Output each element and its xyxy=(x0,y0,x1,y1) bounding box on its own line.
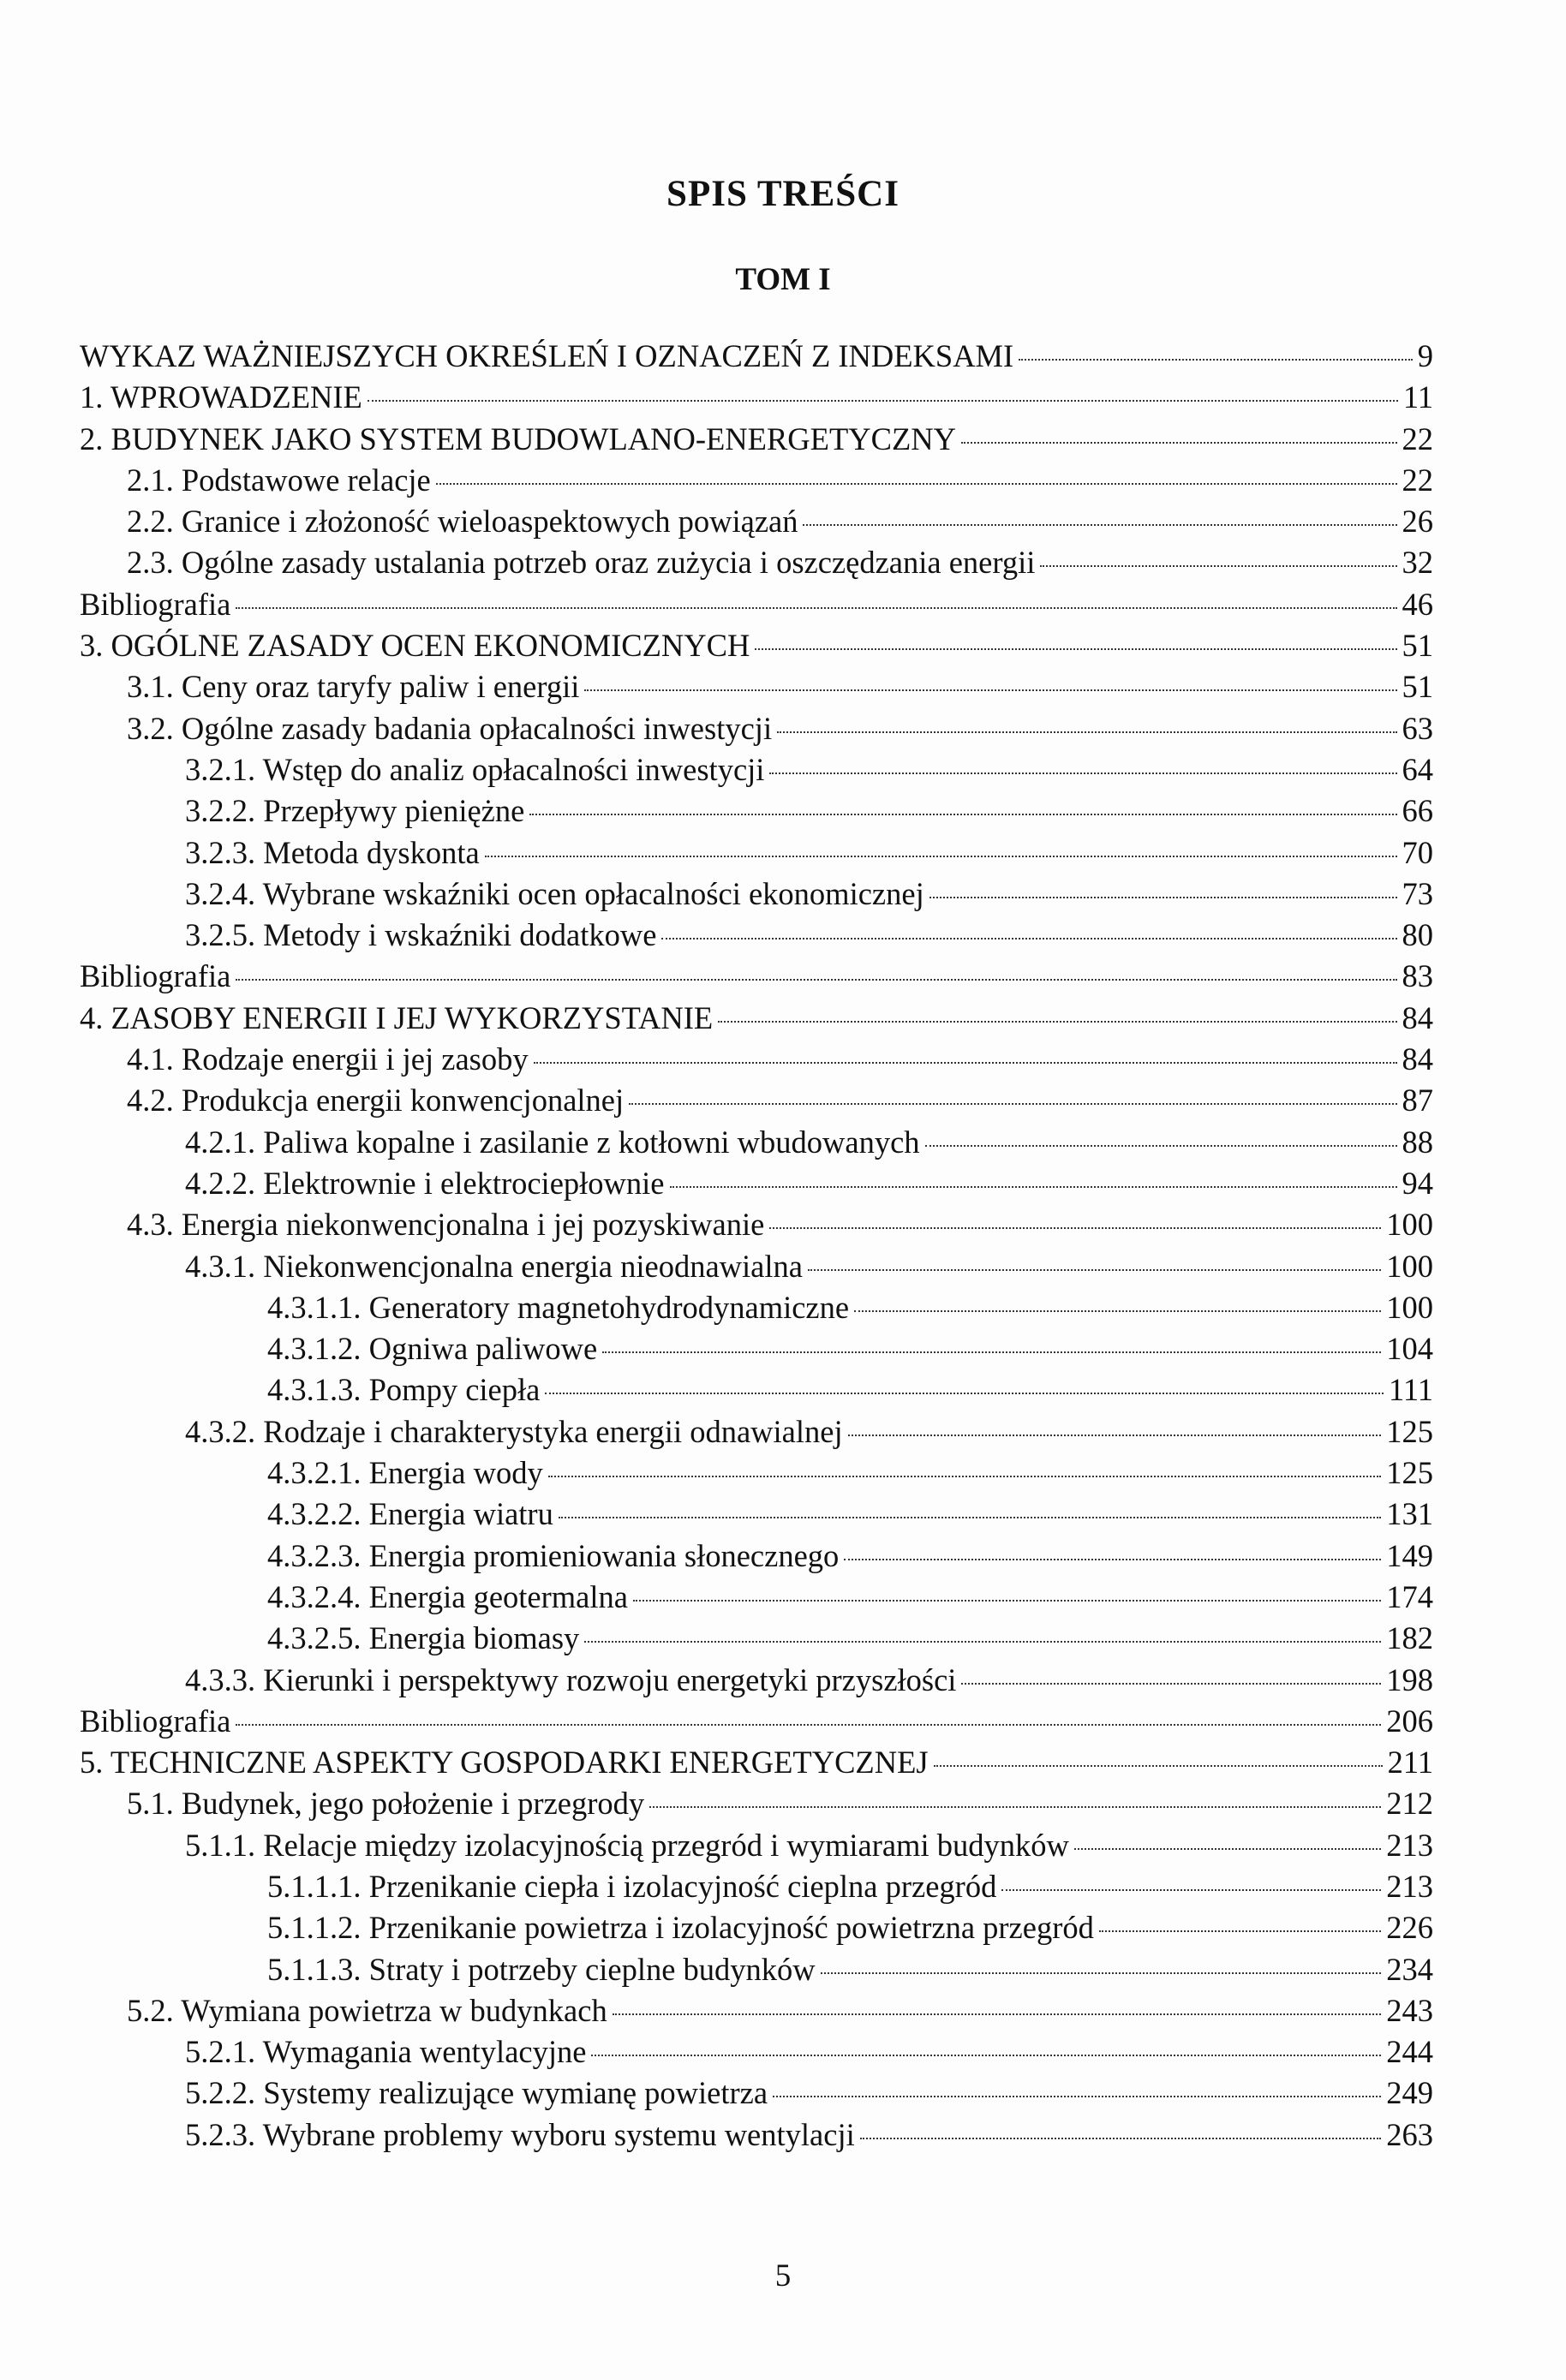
toc-entry xyxy=(80,1783,1433,1824)
toc-entry xyxy=(80,708,1433,749)
toc-entry xyxy=(80,377,1433,418)
toc-entry-title: 4.3.2.4. Energia geotermalna xyxy=(267,1578,628,1614)
toc-entry-title: 3.2.2. Przepływy pieniężne xyxy=(185,793,525,829)
dot-leader xyxy=(773,2096,1381,2097)
volume-title: TOM I xyxy=(735,262,831,297)
toc-entry-page: 212 xyxy=(1386,1786,1433,1822)
toc-entry-page: 263 xyxy=(1386,2116,1433,2152)
toc-entry xyxy=(80,1990,1433,2031)
dot-leader xyxy=(718,1021,1396,1023)
toc-entry-page: 9 xyxy=(1417,338,1433,373)
toc-entry xyxy=(80,1494,1433,1535)
toc-entry-page: 100 xyxy=(1386,1248,1433,1284)
dot-leader xyxy=(649,1806,1381,1808)
toc-entry-page: 88 xyxy=(1402,1124,1433,1160)
toc-entry-title: 4.3.2.2. Energia wiatru xyxy=(267,1496,553,1532)
toc-entry-page: 244 xyxy=(1386,2034,1433,2070)
toc-entry-title: Bibliografia xyxy=(80,586,231,622)
toc-entry-page: 111 xyxy=(1388,1372,1433,1408)
toc-entry-page: 26 xyxy=(1402,504,1433,540)
toc-entry-page: 198 xyxy=(1386,1661,1433,1697)
dot-leader xyxy=(236,607,1396,609)
toc-entry-title: 4.2.2. Elektrownie i elektrociepłownie xyxy=(185,1165,665,1201)
toc-entry-page: 51 xyxy=(1402,628,1433,664)
toc-entry xyxy=(80,1287,1433,1328)
toc-entry-page: 100 xyxy=(1386,1207,1433,1243)
toc-entry xyxy=(80,832,1433,874)
toc-entry xyxy=(80,625,1433,666)
toc-entry xyxy=(80,1825,1433,1866)
toc-entry xyxy=(80,666,1433,707)
toc-entry-page: 211 xyxy=(1387,1745,1433,1781)
dot-leader xyxy=(613,2013,1382,2015)
toc-entry-page: 22 xyxy=(1402,462,1433,498)
toc-entry xyxy=(80,1577,1433,1618)
dot-leader xyxy=(584,689,1396,691)
dot-leader xyxy=(934,1765,1383,1767)
toc-entry-title: 4.3.2. Rodzaje i charakterystyka energii odnawialnej xyxy=(185,1413,843,1449)
dot-leader xyxy=(545,1393,1384,1394)
toc-entry xyxy=(80,1618,1433,1659)
dot-leader xyxy=(844,1559,1381,1560)
dot-leader xyxy=(548,1476,1382,1477)
toc-entry-page: 51 xyxy=(1402,669,1433,705)
toc-entry-title: 4.3. Energia niekonwencjonalna i jej pozyskiwanie xyxy=(127,1207,765,1243)
dot-leader xyxy=(629,1103,1396,1105)
dot-leader xyxy=(961,442,1397,444)
page-title: SPIS TREŚCI xyxy=(666,174,900,214)
toc-entry xyxy=(80,1246,1433,1287)
dot-leader xyxy=(1019,359,1413,361)
dot-leader xyxy=(534,1062,1397,1064)
dot-leader xyxy=(436,483,1397,485)
toc-entry-title: 5.2. Wymiana powietrza w budynkach xyxy=(127,1992,607,2028)
table-of-contents xyxy=(80,336,1433,2156)
toc-entry xyxy=(80,956,1433,997)
dot-leader xyxy=(602,1351,1381,1353)
toc-entry-title: 2.2. Granice i złożoność wieloaspektowych powiązań xyxy=(127,504,798,540)
dot-leader xyxy=(485,856,1397,857)
dot-leader xyxy=(368,400,1398,402)
toc-entry xyxy=(80,790,1433,832)
toc-entry-title: 3.2. Ogólne zasady badania opłacalności inwestycji xyxy=(127,710,773,746)
dot-leader xyxy=(961,1683,1381,1685)
toc-entry-page: 83 xyxy=(1402,958,1433,994)
toc-entry xyxy=(80,501,1433,542)
dot-leader xyxy=(529,814,1396,815)
toc-entry xyxy=(80,1163,1433,1204)
toc-entry-title: 3.2.5. Metody i wskaźniki dodatkowe xyxy=(185,917,657,953)
toc-entry-page: 182 xyxy=(1386,1620,1433,1656)
toc-entry-title: 4.3.3. Kierunki i perspektywy rozwoju energetyki przyszłości xyxy=(185,1661,957,1697)
dot-leader xyxy=(808,1269,1381,1271)
toc-entry xyxy=(80,1122,1433,1163)
toc-entry-title: WYKAZ WAŻNIEJSZYCH OKREŚLEŃ I OZNACZEŃ Z INDEKSAMI xyxy=(80,338,1014,373)
toc-entry-page: 104 xyxy=(1386,1331,1433,1367)
dot-leader xyxy=(661,938,1396,939)
toc-entry-page: 46 xyxy=(1402,586,1433,622)
toc-entry-title: 4.3.1.1. Generatory magnetohydrodynamiczne xyxy=(267,1289,850,1325)
toc-entry-title: 4.3.1.2. Ogniwa paliwowe xyxy=(267,1331,598,1367)
toc-entry xyxy=(80,2073,1433,2114)
toc-entry-page: 213 xyxy=(1386,1868,1433,1904)
toc-entry-title: 5.2.1. Wymagania wentylacyjne xyxy=(185,2034,587,2070)
dot-leader xyxy=(769,772,1396,774)
dot-leader xyxy=(777,731,1396,733)
toc-entry-title: 4.3.2.3. Energia promieniowania słonecznego xyxy=(267,1537,840,1573)
toc-entry-title: Bibliografia xyxy=(80,958,231,994)
toc-entry-page: 80 xyxy=(1402,917,1433,953)
dot-leader xyxy=(769,1227,1381,1229)
toc-entry xyxy=(80,1907,1433,1948)
toc-entry-page: 87 xyxy=(1402,1083,1433,1118)
toc-entry-page: 131 xyxy=(1386,1496,1433,1532)
toc-entry xyxy=(80,1949,1433,1990)
dot-leader xyxy=(854,1310,1381,1312)
toc-entry-page: 125 xyxy=(1386,1455,1433,1491)
toc-entry-page: 22 xyxy=(1402,421,1433,456)
page-number: 5 xyxy=(774,2258,792,2294)
toc-entry-title: 5.1.1. Relacje między izolacyjnością przegród i wymiarami budynków xyxy=(185,1827,1069,1863)
dot-leader xyxy=(584,1641,1381,1643)
toc-entry-page: 84 xyxy=(1402,999,1433,1035)
toc-entry xyxy=(80,542,1433,583)
toc-entry xyxy=(80,1369,1433,1411)
toc-entry-page: 73 xyxy=(1402,875,1433,911)
toc-entry-title: 3.2.4. Wybrane wskaźniki ocen opłacalności ekonomicznej xyxy=(185,875,924,911)
toc-entry-title: 3.2.3. Metoda dyskonta xyxy=(185,834,480,870)
dot-leader xyxy=(633,1600,1381,1602)
toc-entry-title: 4.2.1. Paliwa kopalne i zasilanie z kotłowni wbudowanych xyxy=(185,1124,920,1160)
toc-entry-title: 3.2.1. Wstęp do analiz opłacalności inwestycji xyxy=(185,751,765,787)
toc-entry xyxy=(80,460,1433,501)
toc-entry xyxy=(80,1328,1433,1369)
toc-entry-page: 234 xyxy=(1386,1951,1433,1987)
dot-leader xyxy=(236,1724,1381,1726)
toc-entry-title: 4.3.1. Niekonwencjonalna energia nieodnawialna xyxy=(185,1248,803,1284)
dot-leader xyxy=(860,2138,1382,2139)
toc-entry-title: 5.1.1.1. Przenikanie ciepła i izolacyjność cieplna przegród xyxy=(267,1868,997,1904)
toc-entry-page: 125 xyxy=(1386,1413,1433,1449)
dot-leader xyxy=(925,1145,1397,1147)
toc-entry-title: Bibliografia xyxy=(80,1703,231,1739)
toc-entry-page: 149 xyxy=(1386,1537,1433,1573)
toc-entry-page: 32 xyxy=(1402,545,1433,581)
toc-entry-page: 11 xyxy=(1402,379,1433,415)
toc-entry-title: 5.1.1.2. Przenikanie powietrza i izolacyjność powietrzna przegród xyxy=(267,1910,1094,1946)
dot-leader xyxy=(1074,1848,1381,1850)
toc-entry xyxy=(80,874,1433,915)
toc-entry xyxy=(80,1039,1433,1080)
toc-entry-page: 174 xyxy=(1386,1578,1433,1614)
toc-entry xyxy=(80,1204,1433,1245)
dot-leader xyxy=(848,1435,1382,1436)
toc-entry-title: 4.2. Produkcja energii konwencjonalnej xyxy=(127,1083,625,1118)
toc-entry xyxy=(80,336,1433,377)
toc-entry xyxy=(80,1701,1433,1742)
toc-entry xyxy=(80,749,1433,790)
dot-leader xyxy=(236,979,1396,981)
toc-entry-page: 206 xyxy=(1386,1703,1433,1739)
dot-leader xyxy=(1040,565,1396,567)
toc-entry-page: 243 xyxy=(1386,1992,1433,2028)
toc-entry xyxy=(80,998,1433,1039)
toc-entry-page: 70 xyxy=(1402,834,1433,870)
toc-entry-page: 63 xyxy=(1402,710,1433,746)
toc-entry-title: 4.3.2.5. Energia biomasy xyxy=(267,1620,580,1656)
toc-entry-page: 64 xyxy=(1402,751,1433,787)
toc-entry xyxy=(80,915,1433,956)
toc-entry-title: 4.3.1.3. Pompy ciepła xyxy=(267,1372,541,1408)
toc-entry-title: 3. OGÓLNE ZASADY OCEN EKONOMICZNYCH xyxy=(80,628,750,664)
toc-entry-title: 4.3.2.1. Energia wody xyxy=(267,1455,543,1491)
dot-leader xyxy=(559,1517,1381,1518)
toc-entry-title: 5. TECHNICZNE ASPEKTY GOSPODARKI ENERGETYCZNEJ xyxy=(80,1745,929,1781)
dot-leader xyxy=(670,1186,1397,1188)
toc-entry xyxy=(80,1866,1433,1907)
toc-entry-title: 4. ZASOBY ENERGII I JEJ WYKORZYSTANIE xyxy=(80,999,714,1035)
toc-entry-title: 4.1. Rodzaje energii i jej zasoby xyxy=(127,1041,529,1077)
toc-entry-page: 213 xyxy=(1386,1827,1433,1863)
toc-entry xyxy=(80,1411,1433,1452)
toc-entry xyxy=(80,2031,1433,2073)
toc-entry-title: 5.1.1.3. Straty i potrzeby cieplne budynków xyxy=(267,1951,816,1987)
toc-entry-title: 2.3. Ogólne zasady ustalania potrzeb oraz zużycia i oszczędzania energii xyxy=(127,545,1036,581)
dot-leader xyxy=(1001,1889,1381,1891)
toc-entry-page: 100 xyxy=(1386,1289,1433,1325)
dot-leader xyxy=(755,648,1396,650)
toc-entry xyxy=(80,1742,1433,1783)
dot-leader xyxy=(803,524,1396,526)
toc-entry-page: 249 xyxy=(1386,2075,1433,2111)
toc-entry-page: 66 xyxy=(1402,793,1433,829)
toc-entry xyxy=(80,584,1433,625)
toc-entry xyxy=(80,1660,1433,1701)
toc-entry-title: 2.1. Podstawowe relacje xyxy=(127,462,431,498)
toc-entry-title: 2. BUDYNEK JAKO SYSTEM BUDOWLANO-ENERGETYCZNY xyxy=(80,421,956,456)
toc-entry-page: 84 xyxy=(1402,1041,1433,1077)
toc-entry xyxy=(80,1452,1433,1494)
dot-leader xyxy=(929,897,1397,898)
toc-entry xyxy=(80,419,1433,460)
toc-entry-title: 3.1. Ceny oraz taryfy paliw i energii xyxy=(127,669,580,705)
toc-entry-title: 1. WPROWADZENIE xyxy=(80,379,362,415)
dot-leader xyxy=(821,1972,1382,1974)
toc-entry xyxy=(80,1536,1433,1577)
toc-entry-page: 94 xyxy=(1402,1165,1433,1201)
dot-leader xyxy=(591,2055,1381,2056)
toc-entry-title: 5.1. Budynek, jego położenie i przegrody xyxy=(127,1786,645,1822)
toc-entry-page: 226 xyxy=(1386,1910,1433,1946)
toc-entry xyxy=(80,2115,1433,2156)
toc-entry-title: 5.2.2. Systemy realizujące wymianę powietrza xyxy=(185,2075,768,2111)
dot-leader xyxy=(1099,1930,1381,1932)
toc-entry-title: 5.2.3. Wybrane problemy wyboru systemu wentylacji xyxy=(185,2116,855,2152)
toc-entry xyxy=(80,1080,1433,1121)
